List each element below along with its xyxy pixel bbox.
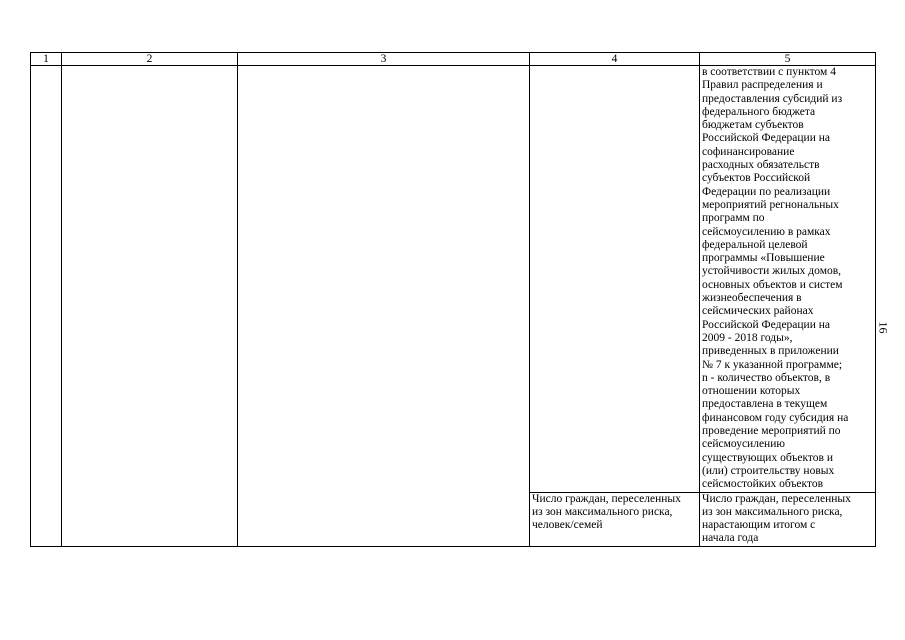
header-cell-5: 5 (700, 53, 876, 66)
header-cell-2: 2 (62, 53, 238, 66)
row1-cell-4 (530, 66, 700, 493)
cell-text-line: софинансирование (702, 145, 795, 158)
header-cell-4: 4 (530, 53, 700, 66)
cell-text-line: субъектов Российской (702, 172, 811, 185)
cell-text-line: программ по (702, 212, 765, 225)
cell-text-line: в соответствии с пунктом 4 (702, 66, 836, 78)
header-row (31, 53, 876, 66)
cell-text-line: программы «Повышение (702, 252, 825, 265)
cell-text-line: проведение мероприятий по (702, 425, 841, 438)
cell-text-line: отношении которых (702, 385, 801, 398)
cell-text-line: человек/семей (532, 519, 603, 532)
row2-cell-4 (530, 492, 700, 546)
cell-text-line: сейсмоусилению (702, 438, 785, 451)
cell-text-line: существующих объектов и (702, 451, 833, 464)
cell-text-line: мероприятий регнональных (702, 198, 839, 211)
cell-text-line: n - количество объектов, в (702, 371, 831, 384)
row1-cell-5 (700, 66, 876, 493)
cell-text-line: предоставлена в текущем (702, 398, 828, 411)
cell-text-line: устойчивости жилых домов, (702, 265, 842, 278)
cell-text-line: приведенных в приложении (702, 345, 839, 358)
cell-text-line: Число граждан, переселенных (532, 492, 681, 505)
cell-text-line: Число граждан, переселенных (702, 492, 851, 505)
cell-text-line: 2009 - 2018 годы», (702, 331, 793, 344)
cell-text-line: Российской Федерации на (702, 132, 830, 145)
cell-text-line: Правил распределения и (702, 79, 823, 92)
cell-text-line: сейсмоусилению в рамках (702, 225, 831, 238)
row1-cell-1 (31, 66, 62, 547)
cell-text-line: жизнеобеспечения в (702, 292, 802, 305)
header-cell-1: 1 (31, 53, 62, 66)
cell-text-line: Федерации по реализации (702, 185, 831, 198)
cell-text-line: бюджетам субъектов (702, 119, 804, 132)
cell-text-line: сейсмостойких объектов (702, 478, 824, 491)
cell-text-line: федеральной целевой (702, 238, 808, 251)
cell-text-line: федерального бюджета (702, 105, 816, 118)
cell-text-line: из зон максимального риска, (702, 505, 843, 518)
cell-text-line: финансовом году субсидия на (702, 411, 849, 424)
cell-text-line: Российской Федерации на (702, 318, 830, 331)
document-table (30, 52, 876, 547)
row1-cell-3 (238, 66, 530, 547)
cell-text-line: сейсмических районах (702, 305, 814, 318)
cell-text-line: (или) строительству новых (702, 464, 835, 477)
table-row (31, 66, 876, 493)
cell-text-line: расходных обязательств (702, 159, 820, 172)
cell-text-line: предоставления субсидий из (702, 92, 843, 105)
cell-text-line: основных объектов и систем (702, 278, 843, 291)
cell-text-line: начала года (702, 532, 759, 545)
header-cell-3: 3 (238, 53, 530, 66)
cell-text-line: № 7 к указанной программе; (702, 358, 843, 371)
cell-text-line: нарастающим итогом с (702, 519, 816, 532)
cell-text-line: из зон максимального риска, (532, 505, 673, 518)
row2-cell-5 (700, 492, 876, 546)
row1-cell-2 (62, 66, 238, 547)
page-number: 16 (876, 321, 891, 334)
